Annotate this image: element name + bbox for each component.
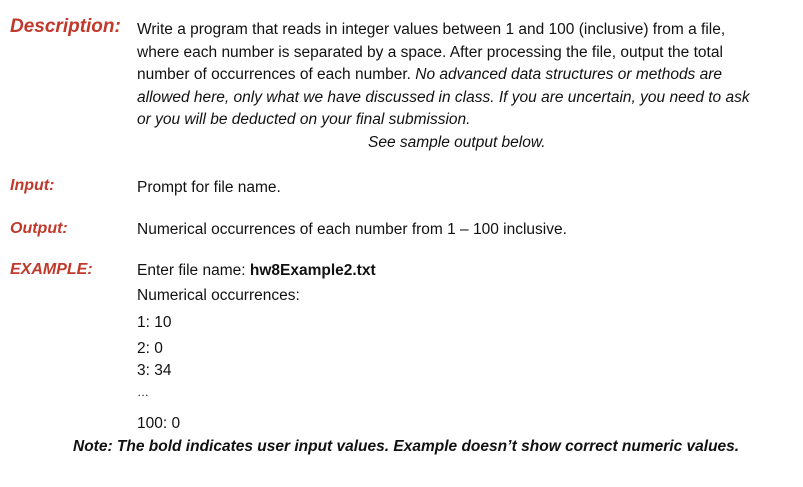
example-prompt: Enter file name: [137,262,250,279]
description-label: Description: [10,16,121,37]
example-row: 100: 0 [137,415,181,432]
example-ellipsis: … [137,385,149,399]
input-text: Prompt for file name. [137,179,281,196]
example-row: 2: 0 [137,340,163,357]
example-row: 1: 10 [137,314,172,331]
description-text [137,19,797,154]
description-line-3-plain: number of occurrences of each number. [137,66,416,83]
description-line-2: where each number is separated by a space. After processing the file, output the total [137,43,723,61]
output-text: Numerical occurrences of each number from 1 – 100 inclusive. [137,221,567,238]
description-line-3 [137,64,797,87]
example-header: Numerical occurrences: [137,287,300,304]
output-label: Output: [10,220,68,237]
example-prompt-line [137,262,376,280]
note-text: Note: The bold indicates user input values. Example doesn’t show correct numeric values. [73,438,740,455]
example-label: EXAMPLE: [10,261,93,278]
example-row: 3: 34 [137,362,172,379]
description-line-3-italic: No advanced data structures or methods are [415,66,723,83]
description-line-1: Write a program that reads in integer values between 1 and 100 (inclusive) from a file, [137,21,726,38]
description-line-4: allowed here, only what we have discussed in class. If you are uncertain, you need to ask [137,88,750,106]
input-label: Input: [10,177,55,194]
description-line-5: or you will be deducted on your final submission. [137,111,471,128]
description-line-6: See sample output below. [368,133,546,151]
example-filename: hw8Example2.txt [249,262,376,279]
